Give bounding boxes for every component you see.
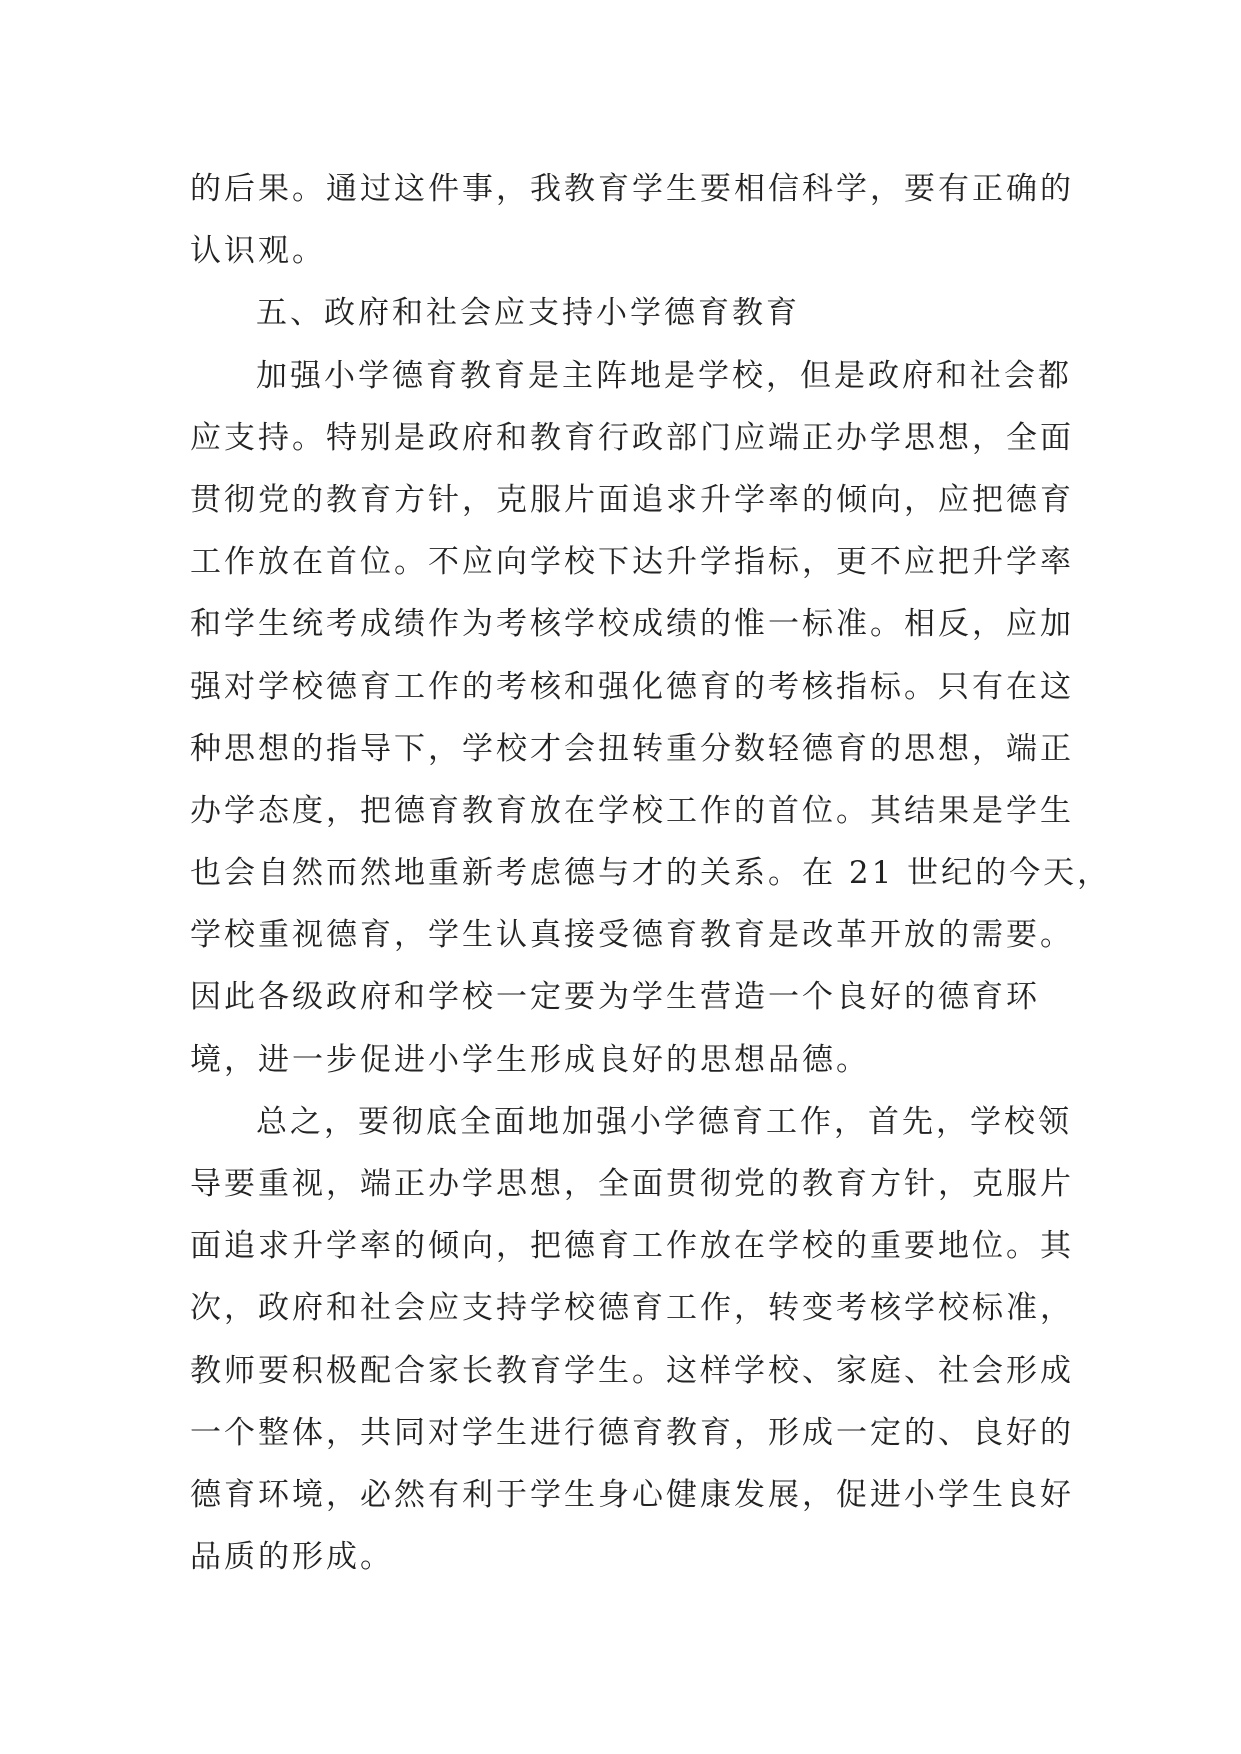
text-line: 加强小学德育教育是主阵地是学校，但是政府和社会都 — [256, 357, 1072, 394]
paragraph-government-support — [190, 345, 1112, 1091]
text-line: 强对学校德育工作的考核和强化德育的考核指标。只有在这 — [190, 668, 1074, 705]
text-line: 德育环境，必然有利于学生身心健康发展，促进小学生良好 — [190, 1476, 1074, 1513]
paragraph-conclusion — [190, 1091, 1074, 1589]
text-line: 认识观。 — [190, 233, 326, 270]
body-text — [190, 158, 1112, 1588]
text-line: 也会自然而然地重新考虑德与才的关系。在 21 世纪的今天， — [190, 855, 1112, 892]
text-line: 工作放在首位。不应向学校下达升学指标，更不应把升学率 — [190, 544, 1074, 581]
section-heading — [190, 282, 1050, 344]
text-line: 总之，要彻底全面地加强小学德育工作，首先，学校领 — [256, 1103, 1072, 1140]
text-line: 应支持。特别是政府和教育行政部门应端正办学思想，全面 — [190, 419, 1074, 456]
text-line: 境，进一步促进小学生形成良好的思想品德。 — [190, 1041, 870, 1078]
text-line: 的后果。通过这件事，我教育学生要相信科学，要有正确的 — [190, 171, 1074, 207]
text-line: 贯彻党的教育方针，克服片面追求升学率的倾向，应把德育 — [190, 481, 1074, 518]
text-line: 学校重视德育，学生认真接受德育教育是改革开放的需要。 — [190, 917, 1074, 954]
text-line: 一个整体，共同对学生进行德育教育，形成一定的、良好的 — [190, 1414, 1074, 1451]
text-line: 导要重视，端正办学思想，全面贯彻党的教育方针，克服片 — [190, 1166, 1074, 1202]
text-line: 和学生统考成绩作为考核学校成绩的惟一标准。相反，应加 — [190, 606, 1074, 643]
text-line: 种思想的指导下，学校才会扭转重分数轻德育的思想，端正 — [190, 730, 1074, 767]
heading-line: 五、政府和社会应支持小学德育教育 — [256, 295, 800, 332]
text-line: 次，政府和社会应支持学校德育工作，转变考核学校标准， — [190, 1290, 1074, 1327]
text-line: 因此各级政府和学校一定要为学生营造一个良好的德育环 — [190, 979, 1040, 1016]
text-line: 教师要积极配合家长教育学生。这样学校、家庭、社会形成 — [190, 1352, 1074, 1389]
text-line: 面追求升学率的倾向，把德育工作放在学校的重要地位。其 — [190, 1228, 1074, 1265]
paragraph-continuation — [190, 158, 1074, 282]
text-line: 办学态度，把德育教育放在学校工作的首位。其结果是学生 — [190, 792, 1074, 829]
text-line: 品质的形成。 — [190, 1539, 394, 1576]
